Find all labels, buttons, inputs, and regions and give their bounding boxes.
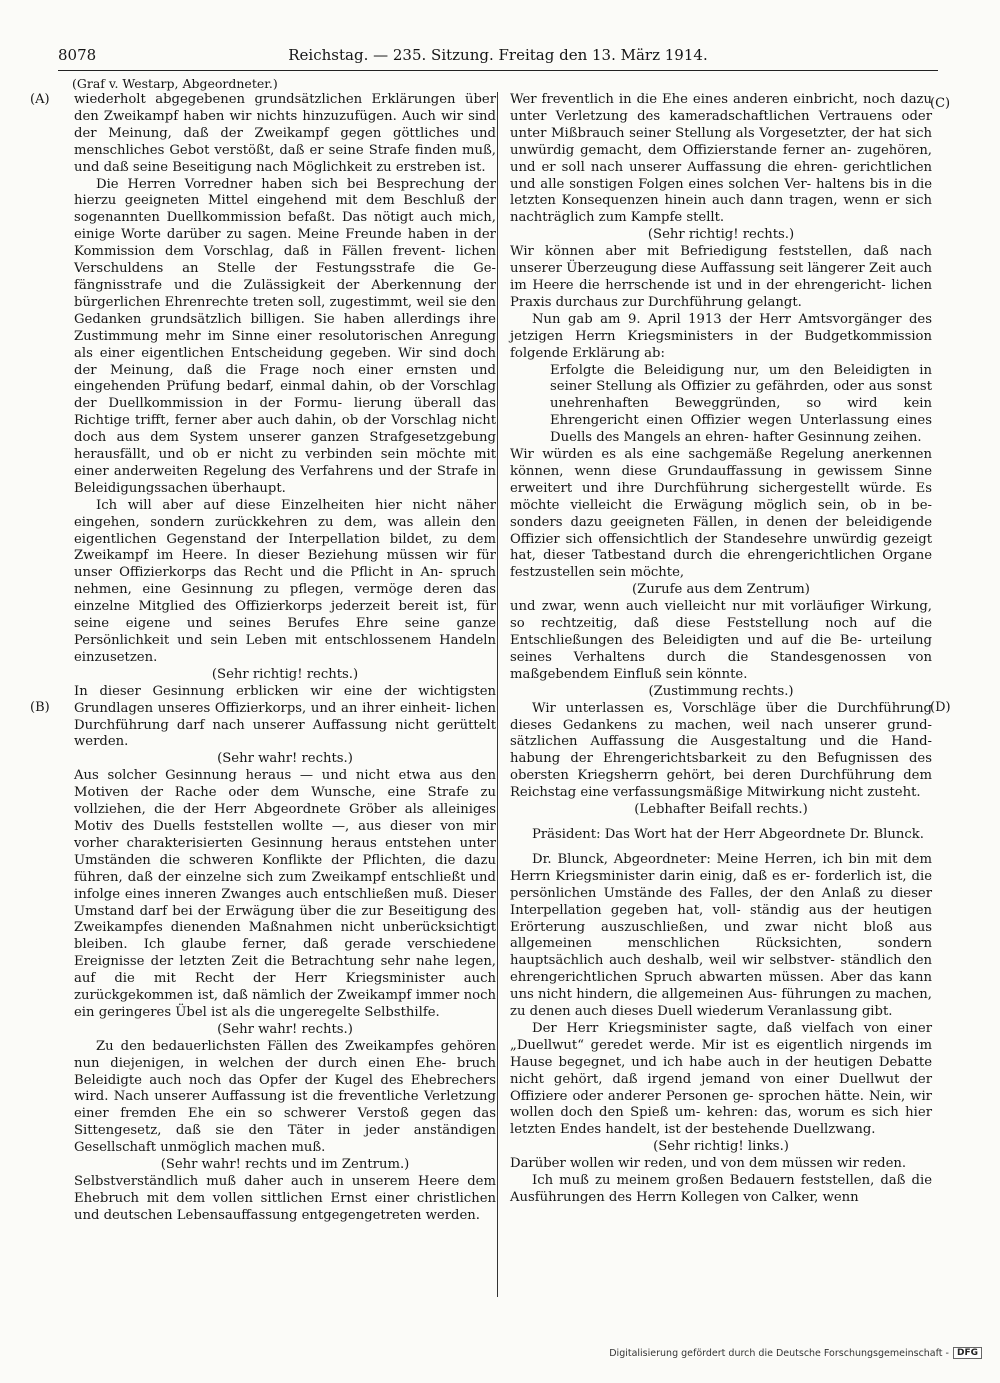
- paragraph: Darüber wollen wir reden, und von dem müssen wir reden.: [510, 1156, 907, 1172]
- margin-mark-b: (B): [30, 700, 50, 715]
- interjection: (Zustimmung rechts.): [648, 683, 794, 699]
- paragraph: Wir können aber mit Befriedigung feststellen, daß nach unserer Überzeugung diese Auffassung seit längerer Zeit auch im Heere die herrschende ist und in der ehrengericht- lichen Praxis durchaus zur Durchführung gelangt.: [510, 244, 932, 310]
- paragraph: wiederholt abgegebenen grundsätzlichen Erklärungen über den Zweikampf haben wir nichts hinzuzufügen. Auch wir sind der Meinung, daß der Zweikampf gegen göttliches und menschliches Gebot verstößt, daß er seine Strafe finden muß, und daß seine Beseitigung nach Möglichkeit zu erstreben ist.: [74, 92, 496, 175]
- paragraph: Ich will aber auf diese Einzelheiten hier nicht näher eingehen, sondern zurückkehren zu dem, was allein den eigentlichen Gegenstand der Interpellation bildet, zu dem Zweikampf im Heere. In dieser Beziehung müssen wir für unser Offizierkorps das Recht und die Pflicht in An- spruch nehmen, eine Gesinnung zu pflegen, vermöge deren das einzelne Mitglied des Offizierkorps jederzeit bereit ist, für seine eigene und seines Berufes Ehre seine ganze Persönlichkeit und sein Leben mit entschlossenem Handeln einzusetzen.: [74, 497, 496, 665]
- interjection: (Sehr wahr! rechts.): [217, 1021, 353, 1037]
- paragraph: Wer freventlich in die Ehe eines anderen einbricht, noch dazu unter Verletzung des kameradschaftlichen Vertrauens oder unter Mißbrauch seiner Stellung als Vorgesetzter, der hat sich unwürdig gemacht, dem Offizierstande ferner an- zugehören, und er soll nach unserer Auffassung die ehren- gerichtlichen und alle sonstigen Folgen eines solchen Ver- haltens bis in die letzten Konsequenzen hinein auch dann tragen, wenn er sich nachträglich zum Kampfe stellt.: [510, 92, 932, 226]
- interjection: (Zurufe aus dem Zentrum): [632, 582, 810, 598]
- paragraph: Die Herren Vorredner haben sich bei Besprechung der hierzu geeigneten Mittel eingehend mit dem Beschluß der sogenannten Duellkommission befaßt. Das nötigt auch mich, einige Worte darüber zu sagen. Meine Freunde haben in der Kommission dem Vorschlag, daß in Fällen frevent- lichen Verschuldens an Stelle der Festungsstrafe die Ge- fängnisstrafe und die Zulässigkeit der Aberkennung der bürgerlichen Ehrenrechte treten soll, zugestimmt, weil sie den Gedanken grundsätzlich billigen. Sie haben allerdings ihre Zustimmung mehr im Sinne einer resolutorischen Anregung als einer eigentlichen Entscheidung gegeben. Wir sind doch der Meinung, daß die Frage noch einer ernsten und eingehenden Prüfung bedarf, einmal dahin, ob der Vorschlag der Duellkommission in der Formu- lierung überall das Richtige trifft, ferner aber auch dahin, ob der Vorschlag nicht doch aus dem System unserer ganzen Strafgesetzgebung herausfällt, und ob er nicht zu verbinden sein möchte mit einer anderweiten Regelung des Verfahrens und der Strafe in Beleidigungssachen überhaupt.: [74, 176, 496, 496]
- paragraph: Ich muß zu meinem großen Bedauern feststellen, daß die Ausführungen des Herrn Kollegen von Calker, wenn: [510, 1173, 932, 1205]
- paragraph: Aus solcher Gesinnung heraus — und nicht etwa aus den Motiven der Rache oder dem Wunsche, eine Strafe zu vollziehen, die der Herr Abgeordnete Gröber als alleiniges Motiv des Duells feststellen wollte —, aus dieser von mir vorher charakterisierten Gesinnung heraus entstehen unter Umständen die schweren Konflikte der Pflichten, die dazu führen, daß der einzelne sich zum Zweikampf entschließt und infolge eines inneren Zwanges auch entschließen muß. Dieser Umstand darf bei der Erwägung über die zur Beseitigung des Zweikampfes dienenden Maßnahmen nicht unberücksichtigt bleiben. Ich glaube ferner, daß gerade verschiedene Ereignisse der letzten Zeit die Betrachtung sehr nahe legen, auf die mit Recht der Herr Kriegsminister auch zurückgekommen ist, daß nämlich der Zweikampf immer noch ein geringeres Übel ist als die ungeregelte Selbsthilfe.: [74, 768, 496, 1020]
- quoted-declaration: Erfolgte die Beleidigung nur, um den Beleidigten in seiner Stellung als Offizier zu gefährden, oder aus sonst unehrenhaften Beweggründen, so wird kein Ehrengericht einen Offizier wegen Unterlassung eines Duells des Mangels an ehren- hafter Gesinnung zeihen.: [550, 362, 932, 446]
- page-number: 8078: [58, 46, 97, 64]
- paragraph: Wir würden es als eine sachgemäße Regelung anerkennen können, wenn diese Grundauffassung in gewissem Sinne erweitert und ihre Durchführung sichergestellt würde. Es möchte vielleicht die Erwägung möglich sein, ob in be- sonders dazu geeigneten Fällen, in denen der beleidigende Offizier sich offensichtlich der Standesehre unwürdig gezeigt hat, dieser Tatbestand durch die ehrengerichtlichen Organe festzustellen sein möchte,: [510, 447, 932, 581]
- page-header: [58, 44, 938, 71]
- interjection: (Sehr richtig! links.): [653, 1139, 789, 1155]
- interjection: (Lebhafter Beifall rechts.): [634, 802, 808, 818]
- president-statement: Präsident: Das Wort hat der Herr Abgeordnete Dr. Blunck.: [532, 826, 924, 842]
- interjection: (Sehr richtig! rechts.): [211, 666, 359, 682]
- paragraph: Zu den bedauerlichsten Fällen des Zweikampfes gehören nun diejenigen, in welchen der durch einen Ehe- bruch Beleidigte auch noch das Opfer der Kugel des Ehebrechers wird. Nach unserer Auffassung ist die freventliche Verletzung einer fremden Ehe ein so schwerer Verstoß gegen das Sittengesetz, daß sie den Täter in jeder anständigen Gesellschaft unmöglich machen muß.: [74, 1038, 496, 1156]
- dfg-logo: DFG: [953, 1347, 982, 1359]
- right-column: [510, 92, 932, 1207]
- paragraph: Der Herr Kriegsminister sagte, daß vielfach von einer „Duellwut“ geredet werde. Mir ist es eigentlich nirgends im Hause begegnet, und ich habe auch in der heutigen Debatte nicht gehört, daß irgend jemand von einer Duellwut der Offiziere oder anderer Personen ge- sprochen hätte. Nein, wir wollen doch den Spieß um- kehren: das, worum es sich hier letzten Endes handelt, ist der bestehende Duellzwang.: [510, 1020, 932, 1138]
- paragraph: In dieser Gesinnung erblicken wir eine der wichtigsten Grundlagen unseres Offizierkorps, und an ihrer einheit- lichen Durchführung darf nach unserer Auffassung nicht gerüttelt werden.: [74, 683, 496, 750]
- margin-mark-a: (A): [30, 92, 50, 107]
- speaker-continued: (Graf v. Westarp, Abgeordneter.): [72, 76, 278, 91]
- column-divider: [497, 92, 498, 1297]
- paragraph: Selbstverständlich muß daher auch in unserem Heere dem Ehebruch mit dem vollen sittlichen Ernst einer christlichen und deutschen Lebensauffassung entgegengetreten werden.: [74, 1174, 496, 1223]
- funding-note: Digitalisierung gefördert durch die Deutsche Forschungsgemeinschaft -: [609, 1347, 949, 1359]
- running-title: Reichstag. — 235. Sitzung. Freitag den 13. März 1914.: [288, 46, 708, 64]
- margin-mark-c: (C): [930, 96, 951, 111]
- paragraph: Wir unterlassen es, Vorschläge über die Durchführung dieses Gedankens zu machen, weil nach unserer grund- sätzlichen Auffassung die Ausgestaltung und die Hand- habung der Ehrengerichtsbarkeit zu den Befugnissen des obersten Kriegsherrn gehört, bei deren Durchführung dem Reichstag eine verfassungsmäßige Mitwirkung nicht zusteht.: [510, 700, 932, 801]
- paragraph: und zwar, wenn auch vielleicht nur mit vorläufiger Wirkung, so rechtzeitig, daß diese Feststellung noch auf die Entschließungen des Beleidigten und auf die Be- urteilung seines Verhaltens durch die Standesgenossen von maßgebendem Einfluß sein könnte.: [510, 599, 932, 682]
- left-column: [74, 92, 496, 1225]
- paragraph: Nun gab am 9. April 1913 der Herr Amtsvorgänger des jetzigen Herrn Kriegsministers in der Budgetkommission folgende Erklärung ab:: [510, 311, 932, 361]
- interjection: (Sehr richtig! rechts.): [647, 227, 795, 243]
- interjection: (Sehr wahr! rechts und im Zentrum.): [160, 1157, 410, 1173]
- interjection: (Sehr wahr! rechts.): [217, 751, 353, 767]
- margin-mark-d: (D): [930, 700, 951, 715]
- footer: [609, 1347, 982, 1359]
- paragraph: Dr. Blunck, Abgeordneter: Meine Herren, ich bin mit dem Herrn Kriegsminister darin einig, daß es er- forderlich ist, die persönlichen Umstände des Falles, der den Anlaß zu dieser Interpellation gegeben hat, voll- ständig aus der heutigen Erörterung auszuschließen, und zwar nicht bloß aus allgemeinen menschlichen Rücksichten, sondern hauptsächlich auch deshalb, weil wir selbstver- ständlich den ehrengerichtlichen Spruch abwarten müssen. Aber das kann uns nicht hindern, die allgemeinen Aus- führungen zu machen, zu denen auch dieses Duell wiederum Veranlassung gibt.: [510, 851, 932, 1020]
